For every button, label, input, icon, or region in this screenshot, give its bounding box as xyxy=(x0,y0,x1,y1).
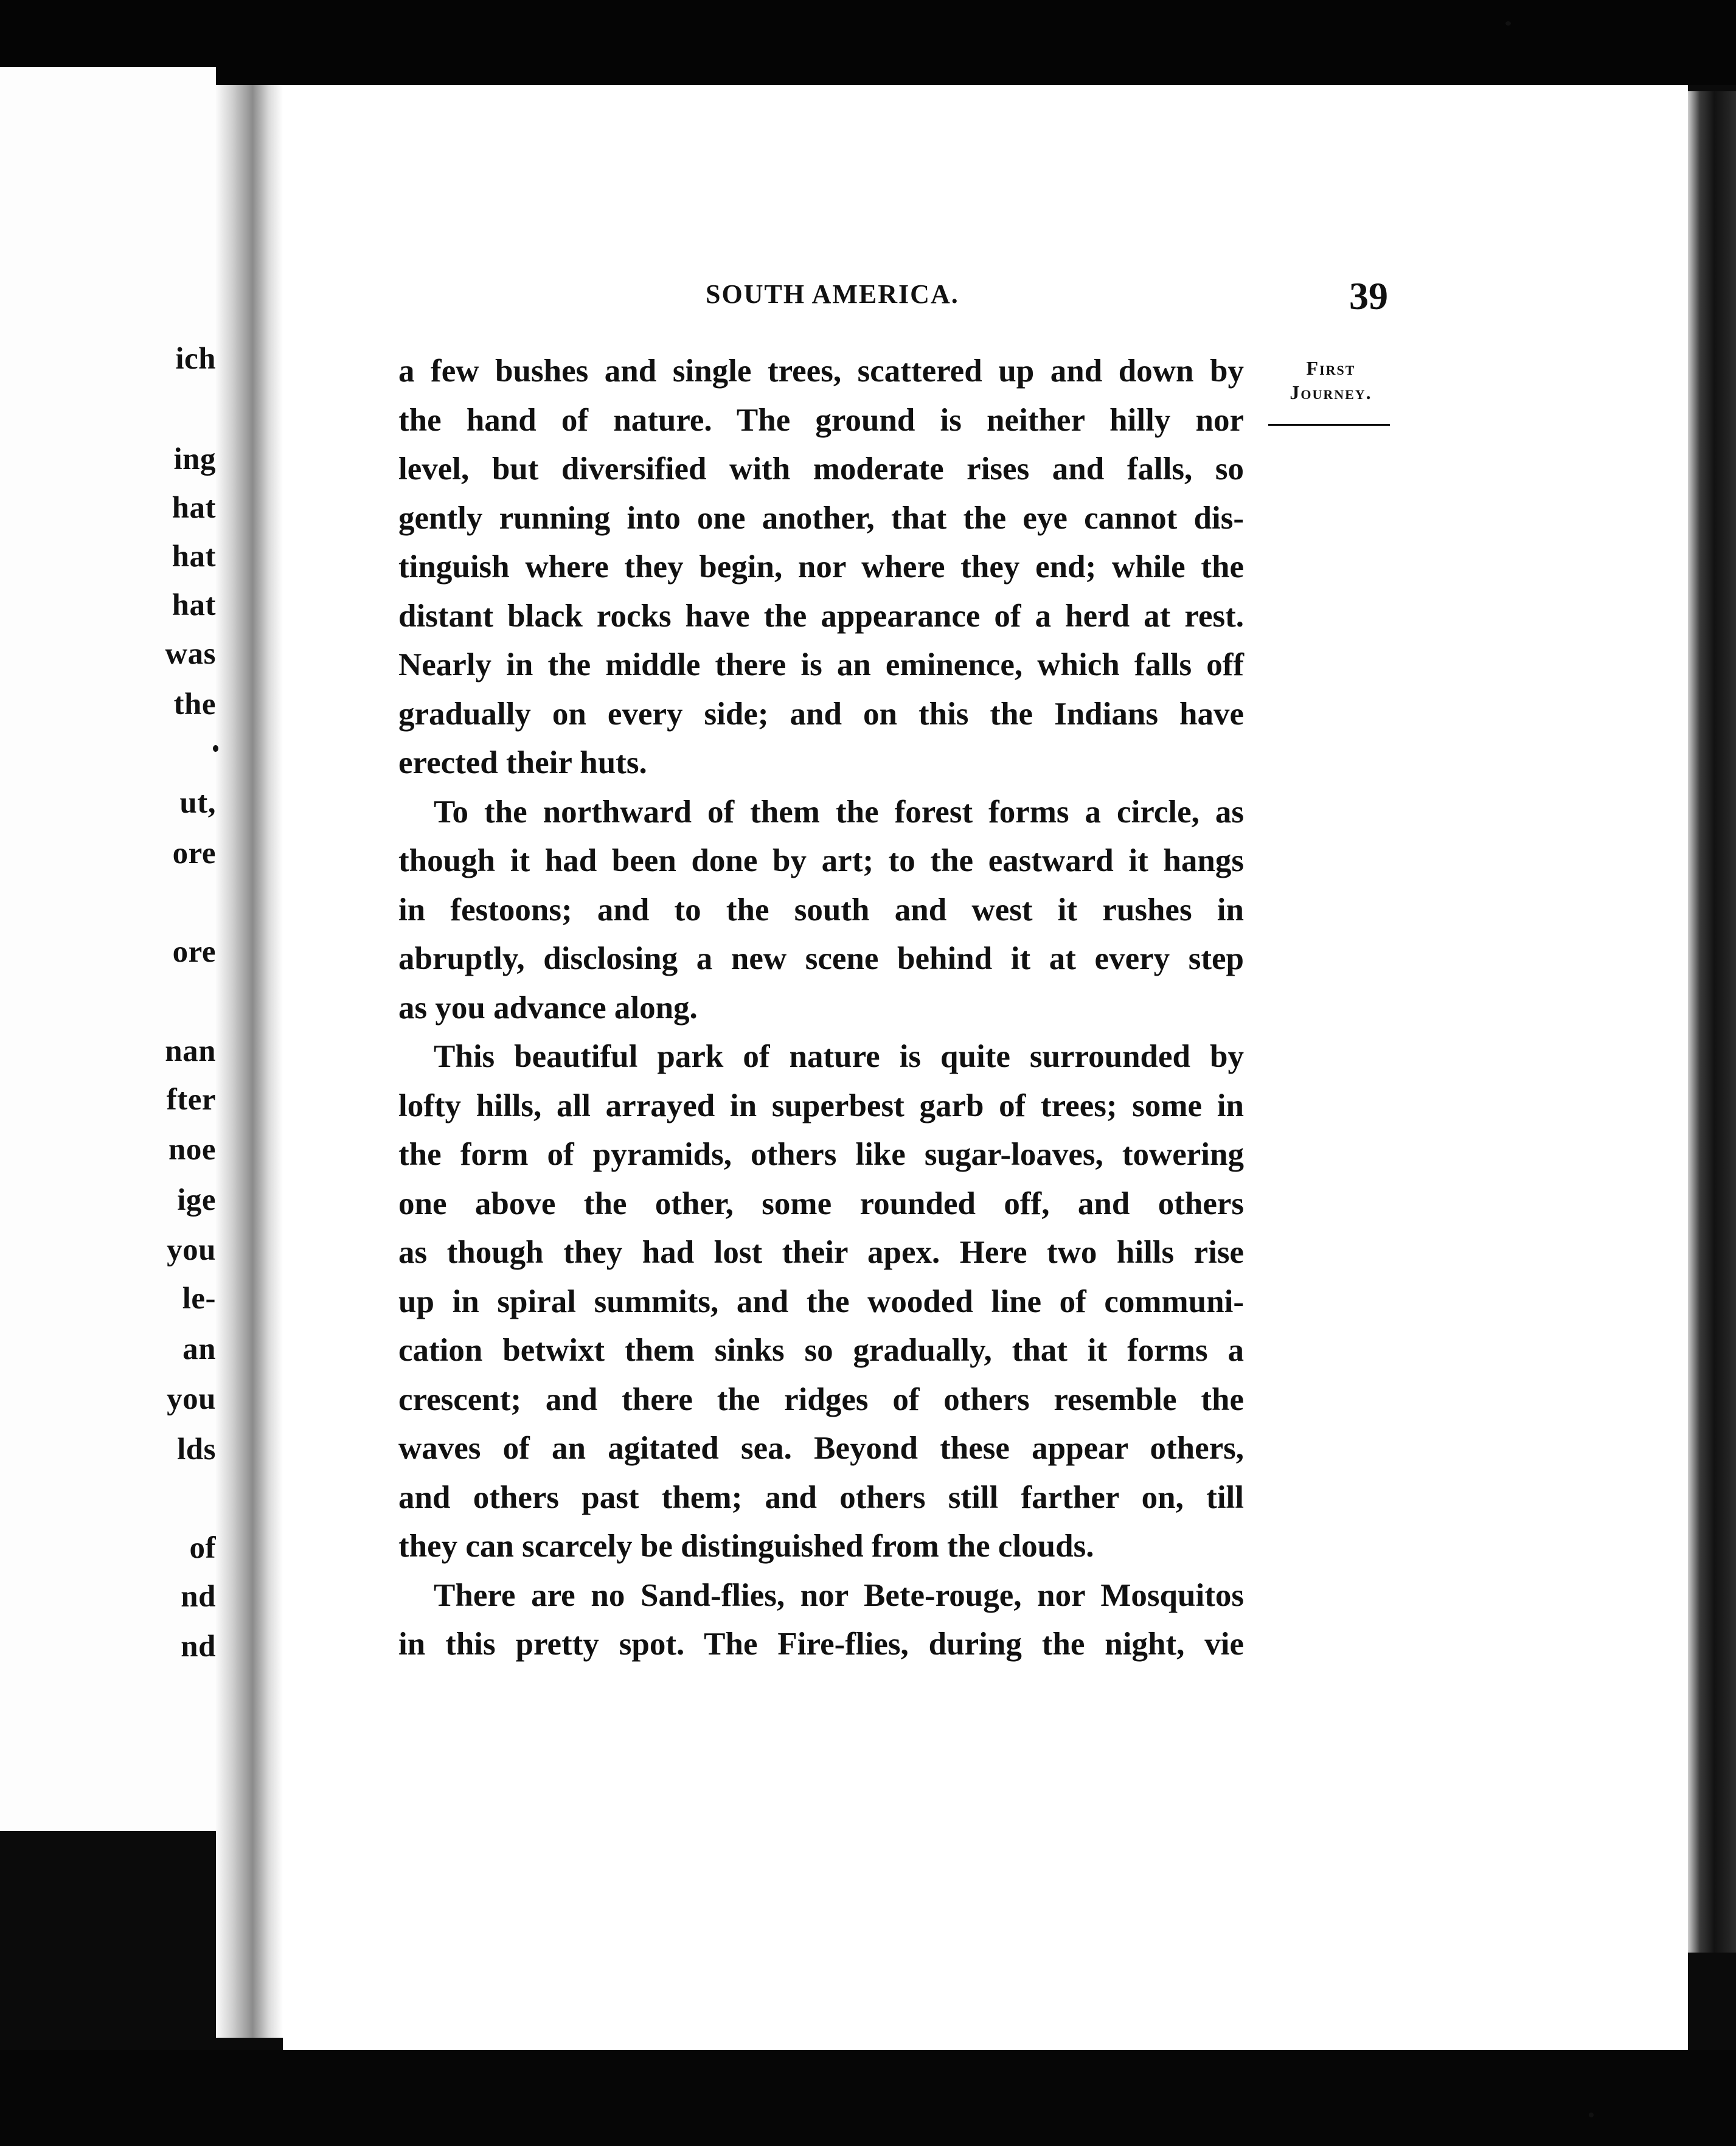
text-line: level, but diversified with moderate rises and falls, so xyxy=(398,451,1244,487)
text-line: they can scarcely be distinguished from the clouds. xyxy=(398,1529,1094,1564)
previous-page-line-fragment: nd xyxy=(181,1630,216,1664)
previous-page-line-fragment: le- xyxy=(182,1282,216,1316)
text-line: lofty hills, all arrayed in superbest garb of trees; some in xyxy=(398,1088,1244,1123)
previous-page-line-fragment: hat xyxy=(172,540,216,574)
running-head: SOUTH AMERICA. xyxy=(706,279,959,309)
text-line: one above the other, some rounded off, and others xyxy=(398,1186,1244,1221)
text-line: There are no Sand-flies, nor Bete-rouge, nor Mosquitos xyxy=(434,1577,1244,1613)
text-line: distant black rocks have the appearance of a herd at rest. xyxy=(398,598,1244,634)
page-number: 39 xyxy=(1349,274,1388,318)
scan-speck xyxy=(1589,2113,1594,2117)
paragraph xyxy=(398,1571,1244,1669)
previous-page-line-fragment: nan xyxy=(165,1034,216,1068)
previous-page-line-fragment: fter xyxy=(166,1083,216,1117)
text-line: gradually on every side; and on this the Indians have xyxy=(398,696,1244,732)
previous-page-line-fragment: nd xyxy=(181,1580,216,1614)
previous-page-line-fragment: ore xyxy=(172,836,216,870)
previous-page-line-fragment: lds xyxy=(177,1432,216,1467)
text-line: abruptly, disclosing a new scene behind it at every step xyxy=(398,941,1244,976)
page-edge xyxy=(1688,91,1736,1953)
previous-page-line-fragment: an xyxy=(182,1332,216,1366)
text-line: the hand of nature. The ground is neither hilly nor xyxy=(398,402,1244,438)
margin-note-line: First xyxy=(1306,357,1356,379)
text-line: as though they had lost their apex. Here two hills rise xyxy=(398,1235,1244,1270)
text-line: gently running into one another, that the eye cannot dis- xyxy=(398,500,1244,536)
scan-speck xyxy=(1505,21,1511,26)
paragraph xyxy=(398,347,1244,788)
text-line: erected their huts. xyxy=(398,745,647,780)
text-line: This beautiful park of nature is quite surrounded by xyxy=(434,1039,1244,1074)
paragraph xyxy=(398,788,1244,1033)
text-line: a few bushes and single trees, scattered up and down by xyxy=(398,353,1244,389)
text-line: waves of an agitated sea. Beyond these appear others, xyxy=(398,1431,1244,1466)
previous-page-line-fragment: ige xyxy=(177,1183,216,1217)
previous-page-line-fragment: ing xyxy=(173,442,216,476)
text-line: in festoons; and to the south and west it rushes in xyxy=(398,892,1244,928)
text-line: crescent; and there the ridges of others resemble the xyxy=(398,1381,1244,1417)
body-text xyxy=(398,347,1244,1669)
margin-note-rule xyxy=(1268,424,1390,426)
previous-page-line-fragment: hat xyxy=(172,491,216,525)
text-line: Nearly in the middle there is an eminence, which falls off xyxy=(398,647,1244,682)
previous-page-line-fragment: the xyxy=(173,687,216,721)
text-line: tinguish where they begin, nor where they end; while the xyxy=(398,549,1244,585)
text-line: in this pretty spot. The Fire-flies, during the night, vie xyxy=(398,1627,1244,1662)
scan-speck xyxy=(213,745,218,752)
previous-page-line-fragment: you xyxy=(167,1382,216,1416)
previous-page-line-fragment: was xyxy=(165,637,216,671)
previous-page-line-fragment: ut, xyxy=(179,786,216,820)
text-line: cation betwixt them sinks so gradually, that it forms a xyxy=(398,1333,1244,1368)
previous-page-line-fragment: hat xyxy=(172,588,216,622)
paragraph xyxy=(398,1032,1244,1571)
book-gutter xyxy=(216,85,283,2038)
previous-page-line-fragment: you xyxy=(167,1233,216,1267)
previous-page-line-fragment: noe xyxy=(168,1133,216,1167)
text-line: and others past them; and others still farther on, till xyxy=(398,1479,1244,1515)
text-line: as you advance along. xyxy=(398,990,698,1026)
previous-page-line-fragment: of xyxy=(189,1531,216,1565)
previous-page xyxy=(0,67,216,1831)
margin-note xyxy=(1270,356,1392,405)
previous-page-line-fragment: ich xyxy=(175,342,216,376)
scan-border-top xyxy=(0,0,1736,85)
text-line: To the northward of them the forest forms a circle, as xyxy=(434,794,1244,830)
text-line: the form of pyramids, others like sugar-loaves, towering xyxy=(398,1137,1244,1172)
text-line: though it had been done by art; to the eastward it hangs xyxy=(398,843,1244,878)
margin-note-line: Journey. xyxy=(1290,381,1372,403)
previous-page-line-fragment: ore xyxy=(172,935,216,969)
scan-border-bottom xyxy=(0,2050,1736,2146)
text-line: up in spiral summits, and the wooded line of communi- xyxy=(398,1283,1244,1319)
